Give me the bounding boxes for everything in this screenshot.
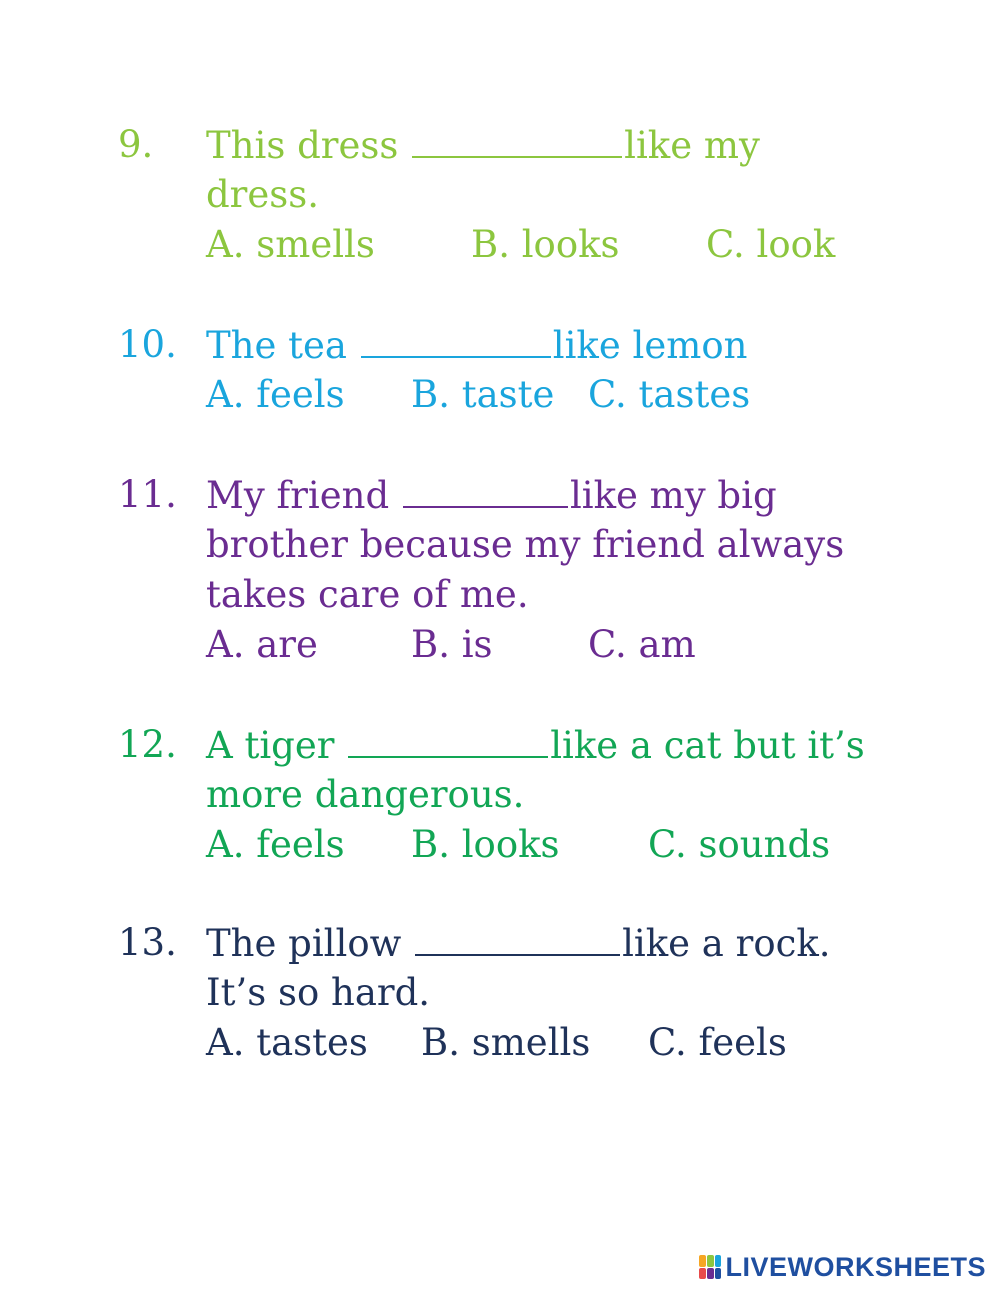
option-text: smells — [256, 223, 375, 266]
question-text: The tea — [206, 324, 359, 367]
option-text: sounds — [698, 823, 831, 866]
option-letter: A. — [206, 1021, 245, 1064]
option-letter: A. — [206, 823, 245, 866]
option-text: tastes — [256, 1021, 368, 1064]
answer-options — [206, 1018, 926, 1068]
option-c[interactable] — [706, 220, 835, 270]
option-text: am — [638, 623, 696, 666]
answer-options — [206, 620, 926, 670]
option-text: taste — [461, 373, 555, 416]
question-text-line — [206, 918, 926, 968]
question-body — [206, 720, 926, 870]
option-text: feels — [698, 1021, 787, 1064]
question-text: A tiger — [206, 724, 347, 767]
question-number: 10. — [118, 323, 177, 366]
question-text-line — [206, 320, 926, 370]
option-text: feels — [256, 823, 345, 866]
question-text-line: brother because my friend always — [206, 523, 845, 566]
option-text: feels — [256, 373, 345, 416]
option-b[interactable] — [471, 220, 620, 270]
option-letter: C. — [648, 823, 687, 866]
option-letter: A. — [206, 373, 245, 416]
option-a[interactable] — [206, 220, 375, 270]
question-text-line: takes care of me. — [206, 573, 529, 616]
option-b[interactable] — [411, 370, 554, 420]
option-c[interactable] — [648, 820, 830, 870]
answer-options — [206, 220, 926, 270]
liveworksheets-logo[interactable] — [699, 1252, 986, 1282]
option-letter: C. — [706, 223, 745, 266]
question-text-line: It’s so hard. — [206, 971, 431, 1014]
question-text-line: dress. — [206, 173, 320, 216]
question-text: like a rock. — [622, 922, 831, 965]
question-text: like my — [624, 124, 760, 167]
option-a[interactable] — [206, 370, 345, 420]
option-text: looks — [521, 223, 620, 266]
option-letter: A. — [206, 623, 245, 666]
question-text-line: more dangerous. — [206, 773, 525, 816]
answer-blank[interactable] — [348, 720, 548, 758]
option-text: tastes — [638, 373, 751, 416]
option-letter: A. — [206, 223, 245, 266]
answer-blank[interactable] — [415, 918, 620, 956]
question-body — [206, 918, 926, 1068]
answer-blank[interactable] — [403, 470, 568, 508]
question-number: 9. — [118, 123, 154, 166]
option-letter: C. — [648, 1021, 687, 1064]
question-body — [206, 470, 926, 670]
question-number: 13. — [118, 921, 177, 964]
option-letter: B. — [421, 1021, 460, 1064]
option-b[interactable] — [411, 820, 560, 870]
option-c[interactable] — [648, 1018, 787, 1068]
liveworksheets-logo-icon — [699, 1255, 721, 1279]
option-letter: B. — [411, 823, 450, 866]
question-number: 12. — [118, 723, 177, 766]
question-body — [206, 120, 926, 270]
option-a[interactable] — [206, 1018, 368, 1068]
answer-options — [206, 820, 926, 870]
option-text: smells — [471, 1021, 591, 1064]
option-a[interactable] — [206, 820, 345, 870]
question-text: like lemon — [552, 324, 748, 367]
option-letter: C. — [588, 373, 627, 416]
option-text: looks — [461, 823, 560, 866]
option-letter: C. — [588, 623, 627, 666]
option-text: is — [461, 623, 493, 666]
answer-blank[interactable] — [412, 120, 622, 158]
question-body — [206, 320, 926, 420]
question-text-line — [206, 120, 926, 170]
question-text-line — [206, 470, 926, 520]
question-number: 11. — [118, 473, 177, 516]
option-text: look — [756, 223, 836, 266]
option-a[interactable] — [206, 620, 318, 670]
option-b[interactable] — [411, 620, 493, 670]
question-text-line — [206, 720, 926, 770]
question-text: My friend — [206, 474, 401, 517]
answer-blank[interactable] — [361, 320, 551, 358]
question-text: The pillow — [206, 922, 414, 965]
option-c[interactable] — [588, 370, 750, 420]
answer-options — [206, 370, 926, 420]
brand-name: LIVEWORKSHEETS — [725, 1251, 986, 1282]
option-c[interactable] — [588, 620, 696, 670]
option-letter: B. — [411, 373, 450, 416]
option-letter: B. — [411, 623, 450, 666]
option-text: are — [256, 623, 318, 666]
question-text: like my big — [569, 474, 777, 517]
option-letter: B. — [471, 223, 510, 266]
option-b[interactable] — [421, 1018, 590, 1068]
question-text: like a cat but it’s — [550, 724, 865, 767]
question-text: This dress — [206, 124, 411, 167]
